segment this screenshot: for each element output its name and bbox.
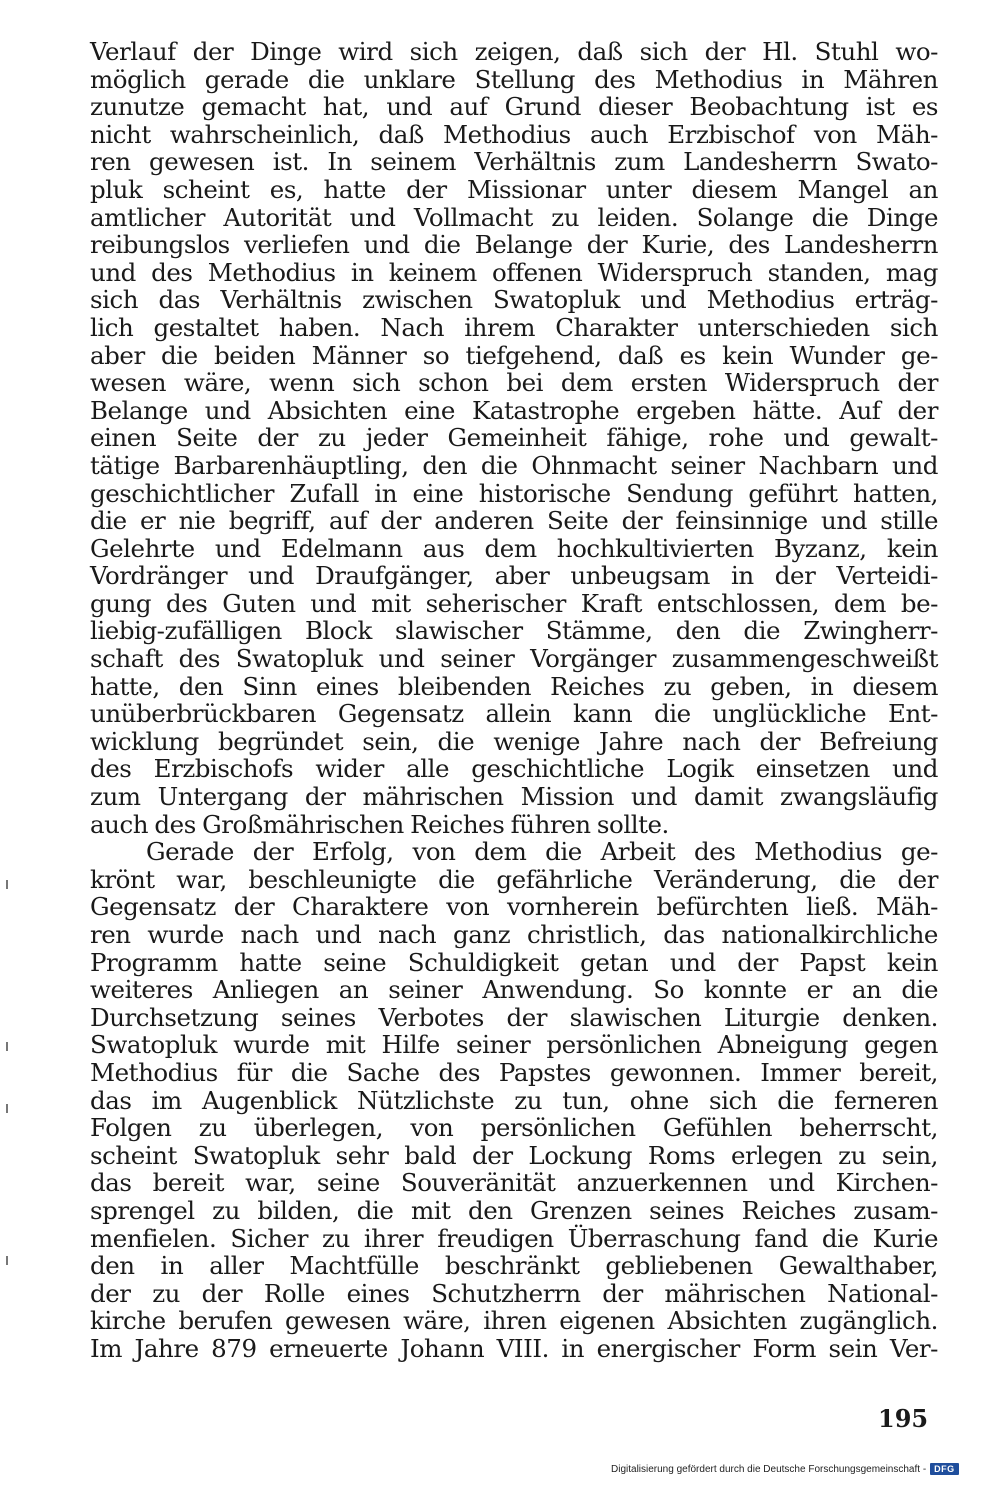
text-line: Verlauf der Dinge wird sich zeigen, daß sich der Hl. Stuhl wo- — [90, 37, 938, 66]
footer-credit — [611, 1463, 959, 1475]
text-line: liebig-zufälligen Block slawischer Stämme, den die Zwingherr- — [90, 616, 938, 646]
text-line: geschichtlicher Zufall in eine historische Sendung geführt hatten, — [90, 478, 938, 508]
text-line: ren wurde nach und nach ganz christlich, das nationalkirchliche — [90, 920, 938, 949]
text-line: ren gewesen ist. In seinem Verhältnis zum Landesherrn Swato- — [90, 147, 938, 177]
text-line: sich das Verhältnis zwischen Swatopluk und Methodius erträg- — [90, 285, 938, 315]
text-line: Belange und Absichten eine Katastrophe ergeben hätte. Auf der — [90, 395, 938, 425]
text-line: Swatopluk wurde mit Hilfe seiner persönlichen Abneigung gegen — [90, 1030, 938, 1060]
text-line: Durchsetzung seines Verbotes der slawischen Liturgie denken. — [90, 1002, 938, 1032]
body-text — [90, 38, 938, 1363]
text-line: amtlicher Autorität und Vollmacht zu leiden. Solange die Dinge — [90, 202, 938, 232]
text-line: das bereit war, seine Souveränität anzuerkennen und Kirchen- — [90, 1168, 938, 1198]
text-line: der zu der Rolle eines Schutzherrn der mährischen National- — [90, 1278, 938, 1308]
text-line: möglich gerade die unklare Stellung des Methodius in Mähren — [90, 64, 938, 94]
text-line: menfielen. Sicher zu ihrer freudigen Überraschung fand die Kurie — [90, 1223, 938, 1253]
text-line: wesen wäre, wenn sich schon bei dem ersten Widerspruch der — [90, 368, 938, 398]
text-line: nicht wahrscheinlich, daß Methodius auch Erzbischof von Mäh- — [90, 119, 938, 149]
text-line: Gelehrte und Edelmann aus dem hochkultivierten Byzanz, kein — [90, 533, 938, 563]
page-number: 195 — [878, 1404, 929, 1433]
text-line: das im Augenblick Nützlichste zu tun, ohne sich die ferneren — [90, 1085, 938, 1115]
margin-mark — [6, 880, 8, 889]
text-line: kirche berufen gewesen wäre, ihren eigenen Absichten zugänglich. — [90, 1306, 938, 1336]
text-line: aber die beiden Männer so tiefgehend, daß es kein Wunder ge- — [90, 340, 938, 370]
text-line: lich gestaltet haben. Nach ihrem Charakter unterschieden sich — [90, 312, 938, 342]
text-line: schaft des Swatopluk und seiner Vorgänger zusammengeschweißt — [90, 644, 938, 674]
text-line: gung des Guten und mit seherischer Kraft entschlossen, dem be- — [90, 588, 938, 618]
text-line: Methodius für die Sache des Papstes gewonnen. Immer bereit, — [90, 1057, 938, 1087]
text-line: und des Methodius in keinem offenen Widerspruch standen, mag — [90, 257, 938, 287]
margin-mark — [6, 1042, 8, 1051]
text-line: Vordränger und Draufgänger, aber unbeugsam in der Verteidi- — [90, 561, 938, 591]
text-line: die er nie begriff, auf der anderen Seite der feinsinnige und stille — [90, 506, 938, 536]
text-line: Im Jahre 879 erneuerte Johann VIII. in energischer Form sein Ver- — [90, 1333, 938, 1363]
text-line: Gegensatz der Charaktere von vornherein befürchten ließ. Mäh- — [90, 892, 938, 922]
text-line: Programm hatte seine Schuldigkeit getan und der Papst kein — [90, 947, 938, 977]
text-line: des Erzbischofs wider alle geschichtliche Logik einsetzen und — [90, 754, 938, 784]
text-line: einen Seite der zu jeder Gemeinheit fähige, rohe und gewalt- — [90, 423, 938, 453]
text-line: Folgen zu überlegen, von persönlichen Gefühlen beherrscht, — [90, 1113, 938, 1143]
footer-credit-text: Digitalisierung gefördert durch die Deutsche Forschungsgemeinschaft - — [611, 1463, 927, 1475]
dfg-logo: DFG — [930, 1463, 959, 1475]
text-line: reibungslos verliefen und die Belange der Kurie, des Landesherrn — [90, 230, 938, 260]
margin-mark — [6, 1256, 8, 1265]
margin-mark — [6, 1104, 8, 1113]
text-line: pluk scheint es, hatte der Missionar unter diesem Mangel an — [90, 174, 938, 204]
text-line: den in aller Machtfülle beschränkt gebliebenen Gewalthaber, — [90, 1251, 938, 1281]
text-line: krönt war, beschleunigte die gefährliche Veränderung, die der — [90, 864, 938, 894]
text-line: unüberbrückbaren Gegensatz allein kann die unglückliche Ent- — [90, 699, 938, 729]
text-line: wicklung begründet sein, die wenige Jahre nach der Befreiung — [90, 726, 938, 756]
text-line: zum Untergang der mährischen Mission und damit zwangsläufig — [90, 782, 938, 812]
text-line: tätige Barbarenhäuptling, den die Ohnmacht seiner Nachbarn und — [90, 450, 938, 480]
text-line: weiteres Anliegen an seiner Anwendung. So konnte er an die — [90, 975, 938, 1005]
text-line: hatte, den Sinn eines bleibenden Reiches zu geben, in diesem — [90, 671, 938, 701]
text-line: sprengel zu bilden, die mit den Grenzen seines Reiches zusam- — [90, 1195, 938, 1225]
text-line: auch des Großmährischen Reiches führen sollte. — [90, 809, 669, 839]
text-line: scheint Swatopluk sehr bald der Lockung Roms erlegen zu sein, — [90, 1140, 938, 1170]
text-line: zunutze gemacht hat, und auf Grund dieser Beobachtung ist es — [90, 92, 938, 122]
text-line: Gerade der Erfolg, von dem die Arbeit des Methodius ge- — [146, 837, 938, 867]
